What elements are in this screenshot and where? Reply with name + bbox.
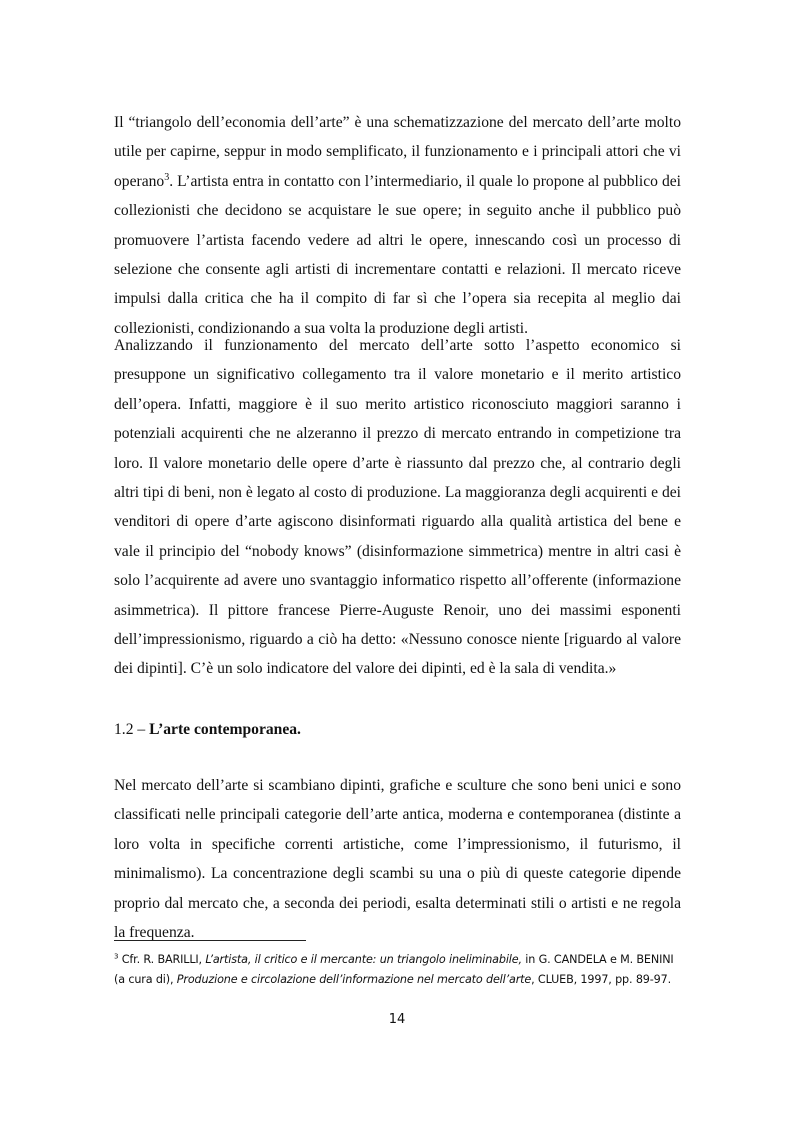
body-paragraph-2: Analizzando il funzionamento del mercato dell’arte sotto l’aspetto economico si presuppone un significativo collegamento tra il valore monetario e il merito artistico dell’opera. Infatti, maggiore è il suo merito artistico riconosciuto maggiori saranno i potenziali acquirenti che ne alzeranno il prezzo di mercato entrando in competizione tra loro. Il valore monetario delle opere d’arte è riassunto dal prezzo che, al contrario degli altri tipi di beni, non è legato al costo di produzione. La maggioranza degli acquirenti e dei venditori di opere d’arte agiscono disinformati riguardo alla qualità artistica del bene e vale il principio del “nobody knows” (disinformazione simmetrica) mentre in altri casi è solo l’acquirente ad avere uno svantaggio informatico rispetto all’offerente (informazione asimmetrica). Il pittore francese Pierre-Auguste Renoir, uno dei massimi esponenti dell’impressionismo, riguardo a ciò ha detto: «Nessuno conosce niente [riguardo al valore dei dipinti]. C’è un solo indicatore del valore dei dipinti, ed è la sala di vendita.» [114,337,681,678]
section-heading [114,718,301,742]
footnote-reference-3[interactable]: 3 [164,171,170,183]
footnote-mark: 3 [114,952,119,961]
page-number: 14 [388,1012,406,1027]
footnote-title-2: Produzione e circolazione dell’informazione nel mercato dell’arte [176,972,532,986]
footnote-suffix: , CLUEB, 1997, pp. 89-97. [531,972,671,986]
footnote-title-1: L’artista, il critico e il mercante: un triangolo ineliminabile, [205,953,522,966]
section-title: L’arte contemporanea. [149,721,301,738]
section-number: 1.2 – [114,721,150,738]
body-paragraph-1 [114,108,681,343]
paragraph-1-text-a: Il “triangolo dell’economia dell’arte” è una schematizzazione del mercato dell’arte molto utile per capirne, seppur in modo semplificato, il funzionamento e i principali attori che vi operano [114,114,681,190]
footnote-middle: in G. CANDELA e M. BENINI (a cura di), [114,953,674,986]
footnote-separator [114,940,306,941]
footnote-3 [114,950,684,989]
body-paragraph-3: Nel mercato dell’arte si scambiano dipinti, grafiche e sculture che sono beni unici e sono classificati nelle principali categorie dell’arte antica, moderna e contemporanea (distinte a loro volta in specifiche correnti artistiche, come l’impressionismo, il futurismo, il minimalismo). La concentrazione degli scambi su una o più di queste categorie dipende proprio dal mercato che, a seconda dei periodi, esalta determinati stili o artisti e ne regola la frequenza. [114,777,681,942]
footnote-prefix: Cfr. R. BARILLI, [118,953,206,966]
paragraph-1-text-b: . L’artista entra in contatto con l’intermediario, il quale lo propone al pubblico dei collezionisti che decidono se acquistare le sue opere; in seguito anche il pubblico può promuovere l’artista facendo vedere ad altri le opere, innescando così un processo di selezione che consente agli artisti di incrementare contatti e relazioni. Il mercato riceve impulsi dalla critica che ha il compito di far sì che l’opera sia recepita al meglio dai collezionisti, condizionando a sua volta la produzione degli artisti. [114,172,681,337]
